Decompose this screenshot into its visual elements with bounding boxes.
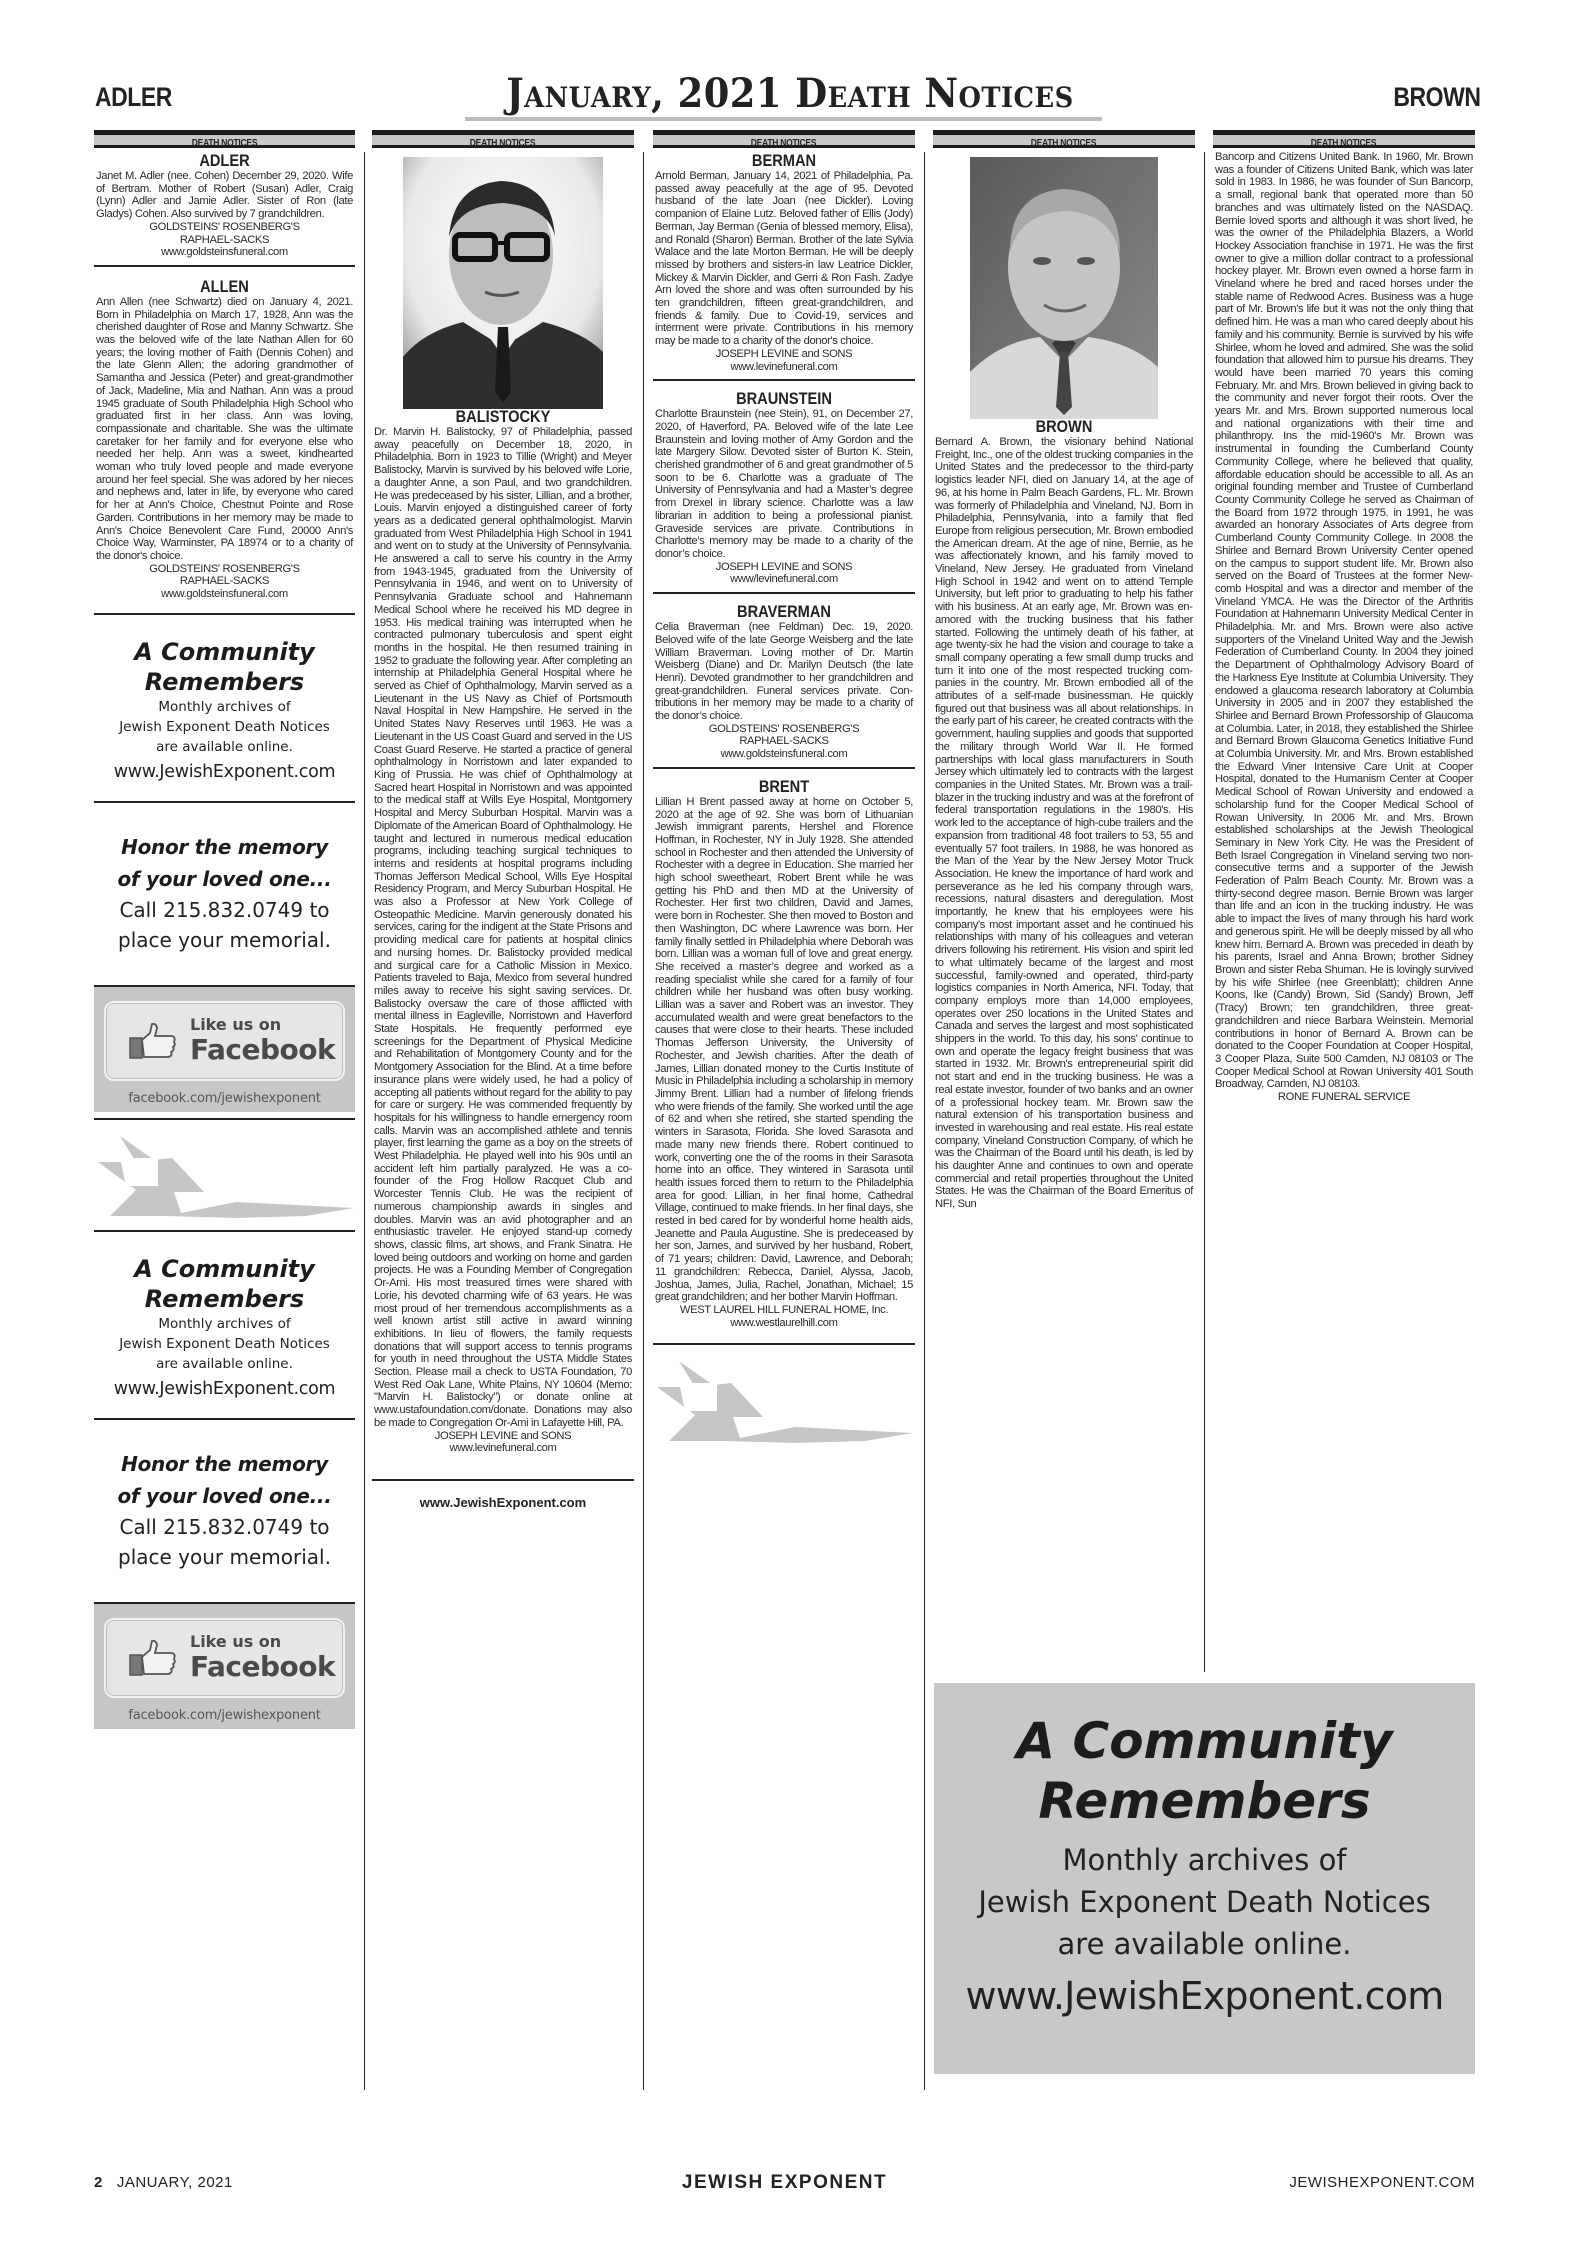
thumbs-up-icon xyxy=(128,1638,178,1678)
column-2 xyxy=(372,130,634,1510)
notice-body: Dr. Marvin H. Balistocky, 97 of Philadelphia, passed away peacefully on December 18, 2020, in Philadelphia. Born in 1923 to Tillie (Wright) and Meyer Balistocky, Marvin is survived by his beloved wife Lorie, a daughter Anne, a son Paul, and two grandchildren. He was predeceased by his sister, Lillian, and a brother, Louis. Marvin enjoyed a distinguished career of forty years as a dedicated general ophthalmologist. Marvin graduated from West Philadelphia High School in 1941 and went on to study at the University of Pennsylvania. He answered a call to serve his country in the Army from 1943-1945, graduated from the University of Pennsylvania in 1946, and went on to University of Pennsylvania Graduate school and Hahnemann Medical School where he received his MD degree in 1953. His medical training was interrupted when he contracted pulmonary tuberculosis and spent eight months in the hospital. He then resumed training in 1952 to graduate the following year. After completing an internship at Philadelphia General Hospital where he served as Chief of Ophthalmology, Marvin served as a Lieutenant in the US Navy as Chief of Portsmouth Naval Hospital in New Hampshire. He served in the United States Navy Reserves until 1963. He was a Lieutenant in the US Coast Guard and served in the US Coast Guard Reserve. He started a practice of general ophthalmology in Norristown and later expanded to King of Prussia. He was chief of Ophthalmology at Sacred heart Hospital in Norristown and was appointed to the medical staff at Wills Eye Hospital, Montgomery Hospital and Mercy Suburban Hospital. Marvin was a Diplomate of the American Board of Ophthalmology. He taught and lectured in numerous medical education programs, including teaching surgical techniques to interns and residents at hospital programs including Thomas Jefferson Medical School, Wills Eye Hospital Residency Program, and Mercy Suburban Hospital. He was also a Professor at New York College of Osteopathic Medicine. Marvin generously donated his services, caring for the indigent at the State Prisons and providing medical care for patients at hospital clinics and nursing homes. Dr. Balistocky provided medical and surgical care for a Catholic Mission in Mexico. Patients traveled to Baja, Mexico from several hundred miles away to receive his sight saving services. Dr. Balistocky oversaw the care of those afflicted with mental illness in Eagleville, Norristown and Haverford State Hospitals. He frequently performed eye screenings for the Department of Physical Medicine and Rehabilitation of Montgomery County and for the Montgomery Association for the Blind. At a time before insurance plans were widely used, he had a policy of accepting all patients without regard for the ability to pay for care or surgery. He was commended frequently by hospitals for his willingness to handle emergency room calls. Marvin was an accomplished athlete and tennis player, first learning the game as a boy on the streets of West Philadelphia. He played well into his 90s until an accident left him partially paralyzed. He was a co-founder of the Frog Hollow Racquet Club and Worcester Tennis Club. He was the recipient of numerous championship awards in singles and doubles. Marvin was an avid photographer and an enthusiastic traveler. He enjoyed stand-up comedy shows, classic films, art shows, and Frank Sinatra. He loved being outdoors and working on home and garden projects. He was a Founding Member of Congregation Or-Ami. His most treasured times were shared with Lorie, his devoted charming wife of 63 years. He was most proud of her tremendous accomplishments as a well known artist still active in award winning exhibitions. In lieu of flowers, the family requests donations that will support access to tennis programs for youth in need throughout the USTA Middle States Section. Please mail a check to USTA Foundation, 70 West Red Oak Lane, White Plains, NY 10604 (Memo: "Marvin H. Balistocky") or donate online at www.ustafoundation.com/donate. Donations may also be made to Congregation Or-Ami in Lafayette Hill, PA. xyxy=(374,426,632,1429)
ad-heading: Remembers xyxy=(1038,1772,1371,1830)
column-header: DEATH NOTICES xyxy=(94,130,355,148)
facebook-like-button[interactable] xyxy=(104,1001,345,1081)
column-rule xyxy=(924,152,925,2090)
ad-text: Monthly archives of xyxy=(1062,1843,1347,1877)
ad-text: place your memorial. xyxy=(118,927,331,952)
website-link[interactable]: www.JewishExponent.com xyxy=(372,1479,634,1510)
issue-date: JANUARY, 2021 xyxy=(116,2174,233,2191)
funeral-home-url[interactable]: www.goldsteinsfuneral.com xyxy=(161,588,288,601)
notice-name: BRENT xyxy=(758,776,810,796)
funeral-home-name: WEST LAUREL HILL FUNERAL HOME, Inc. xyxy=(679,1303,889,1316)
ad-heading: of your loved one... xyxy=(117,866,332,891)
notice-braverman xyxy=(653,592,915,767)
ad-phone-text: Call 215.832.0749 to xyxy=(119,897,330,922)
facebook-like-label: Like us on xyxy=(190,1014,282,1034)
guide-word-left: ADLER xyxy=(95,82,172,112)
ad-heading: Honor the memory xyxy=(121,1451,328,1476)
notice-name: BRAUNSTEIN xyxy=(736,389,832,409)
ad-heading: Remembers xyxy=(144,1284,305,1313)
column-header: DEATH NOTICES xyxy=(933,130,1195,148)
page-title: January, 2021 Death Notices xyxy=(506,70,1074,117)
publication-name: JEWISH EXPONENT xyxy=(681,2172,888,2193)
column-1 xyxy=(94,130,355,1729)
star-of-david-icon xyxy=(96,1128,356,1228)
page-number: 2 xyxy=(94,2174,103,2191)
ad-url-link[interactable]: www.JewishExponent.com xyxy=(965,1974,1444,2018)
ad-text: place your memorial. xyxy=(118,1544,331,1569)
ad-text: Jewish Exponent Death Notices xyxy=(119,718,330,735)
facebook-url-link[interactable]: facebook.com/jewishexponent xyxy=(128,1707,321,1723)
ad-text: Monthly archives of xyxy=(158,1315,291,1332)
guide-word-right: BROWN xyxy=(1392,82,1480,112)
funeral-home-name: RAPHAEL-SACKS xyxy=(739,735,829,748)
column-rule xyxy=(364,152,365,2090)
ad-url-link[interactable]: www.JewishExponent.com xyxy=(113,761,336,782)
page-footer xyxy=(94,2170,1475,2200)
funeral-home-name: GOLDSTEINS' ROSENBERG'S xyxy=(149,220,300,233)
notice-braunstein xyxy=(653,379,915,592)
column-3 xyxy=(653,130,915,1455)
column-header: DEATH NOTICES xyxy=(653,130,915,148)
facebook-ad xyxy=(94,985,355,1112)
ad-heading: Remembers xyxy=(144,667,305,696)
notice-brown-continued xyxy=(1213,148,1475,1110)
column-header: DEATH NOTICES xyxy=(1213,130,1475,148)
community-remembers-ad xyxy=(94,1230,355,1418)
funeral-home-url[interactable]: www.levinefuneral.com xyxy=(449,1442,557,1455)
funeral-home-name: RONE FUNERAL SERVICE xyxy=(1277,1091,1411,1104)
ad-text: Jewish Exponent Death Notices xyxy=(978,1885,1431,1919)
notice-brent xyxy=(653,767,915,1336)
ad-text: Jewish Exponent Death Notices xyxy=(119,1335,330,1352)
community-remembers-ad xyxy=(94,613,355,801)
notice-berman xyxy=(653,148,915,379)
facebook-brand: Facebook xyxy=(190,1032,336,1066)
notice-adler xyxy=(94,148,355,265)
page-header xyxy=(0,60,1575,120)
ad-heading: A Community xyxy=(134,637,315,666)
notice-name: ADLER xyxy=(199,151,250,170)
notice-balistocky xyxy=(372,148,634,1461)
notice-name: ALLEN xyxy=(200,276,249,296)
funeral-home-name: JOSEPH LEVINE and SONS xyxy=(715,560,853,573)
funeral-home-url[interactable]: www.levinefuneral.com xyxy=(730,360,838,373)
ad-text: Monthly archives of xyxy=(158,698,291,715)
facebook-url-link[interactable]: facebook.com/jewishexponent xyxy=(128,1090,321,1106)
facebook-like-label: Like us on xyxy=(190,1631,282,1651)
ad-text: are available online. xyxy=(1057,1927,1352,1961)
star-of-david-graphic xyxy=(653,1343,915,1455)
facebook-brand: Facebook xyxy=(190,1649,336,1683)
facebook-like-button[interactable] xyxy=(104,1618,345,1698)
funeral-home-name: GOLDSTEINS' ROSENBERG'S xyxy=(149,562,300,575)
funeral-home-url[interactable]: www/levinefuneral.com xyxy=(730,573,838,586)
ad-heading: of your loved one... xyxy=(117,1483,332,1508)
notice-body: Bernard A. Brown, the visionary behind National Freight, Inc., one of the oldest trucking companies in the United States and the predecessor to the third-party logistics leader NFI, died on January 14, at the age of 96, at his home in Palm Beach Gardens, FL. Mr. Brown was formerly of Philadelphia and Vineland, NJ. Born in Philadelphia, Pennsylvania, into a family that fled Europe from religious persecution, Mr. Brown embodied the American dream. At the age of nine, Bernie, as he was affectionately known, and his family moved to Vineland, New Jersey. He graduated from Vineland High School in 1942 and went on to attend Temple University, but left prior to graduating to help his father with his business. At an early age, Mr. Brown was enamored with the trucking business that his father started. Following the untimely death of his father, at age twenty-six he had the vision and courage to take a small company operating a few small dump trucks and turn it into one of the most respected trucking companies in the country. Mr. Brown embodied all of the attributes of a self-made businessman. He quickly figured out that business was all about relationships. In the early part of his career, he created contracts with the government, hauling supplies and goods that supported the military through World War II. He formed partnerships with local glass manufacturers in South Jersey which ultimately led to contracts with the largest companies in the United States. Mr. Brown was a trailblazer in the trucking industry and was at the forefront of federal transportation regulations in the 1980's. His work led to the acceptance of high-cube trailers and the expansion from traditional 48 foot trailers to 53, 55 and eventually 57 foot trailers. In 1988, he was honored as the Man of the Year by the New Jersey Motor Truck Association. He knew the importance of hard work and perseverance as he led his company through wars, recessions, natural disasters and deregulation. Most importantly, he knew that his employees were his company's most important asset and he continued his relationships with many of his colleagues and veteran drivers following his retirement. His vision and spirit led to what ultimately became of the largest and most successful, family-owned and operated, third-party logistics companies in North America, NFI. Today, that company employs more than 14,000 employees, operates over 250 locations in the United States and Canada and serves the largest and most sophisticated shippers in the world. To this day, his sons' continue to own and operate the legacy freight business that was started in 1932. Mr. Brown's entrepreneurial spirit did not start and end in the trucking business. He was a real estate investor, founder of two banks and an owner of a professional hockey team. Mr. Brown saw the natural extension of his transportation business and invested in warehousing and real estate. His real estate company, Vineland Construction Company, of which he was the Chairman of the Board until his death, is led by his daughter Anne and continues to own and operate commercial and retail properties throughout the United States. He was the Chairman of the Board Emeritus of NFI, Sun xyxy=(935,436,1193,1211)
ad-url-link[interactable]: www.JewishExponent.com xyxy=(113,1378,336,1399)
column-header: DEATH NOTICES xyxy=(372,130,634,148)
title-underline xyxy=(465,117,1102,121)
funeral-home-name: RAPHAEL-SACKS xyxy=(179,233,270,246)
ad-heading: Honor the memory xyxy=(121,834,328,859)
funeral-home-url[interactable]: www.westlaurelhill.com xyxy=(730,1316,838,1329)
notice-body: Ann Allen (nee Schwartz) died on January 4, 2021. Born in Philadelphia on March 17, 1928, Ann was the cherished daughter of Rose and Manny Schwartz. She was the beloved wife of the late Nathan Allen for 60 years; the loving mother of Faith (Dennis Cohen) and the late Glenn Allen; the adoring grandmother of Samantha and Jessica (Peter) and great-grandmother of Jack, Madeline, Mia and Nathan. Ann was a proud 1945 graduate of South Philadelphia High School who graduated first in her class. Ann was loving, compassionate and charitable. She was the ultimate caretaker for her family and for everyone else who needed her help. Ann was a sweet, kindhearted woman who truly loved people and made everyone around her feel special. She was adored by her nieces and nephews and, later in life, by everyone who cared for her at Ann's Choice, Chestnut Pointe and Rose Garden. Contributions in her memory may be made to Ann's Choice Benevolent Care Fund, 20000 Ann's Choice Way, Warminster, PA 18974 or to a charity of the donor's choice. xyxy=(96,295,353,562)
facebook-ad xyxy=(94,1602,355,1729)
funeral-home-name: JOSEPH LEVINE and SONS xyxy=(434,1429,572,1442)
notice-brown xyxy=(933,148,1195,1217)
column-rule xyxy=(643,152,644,2090)
ad-phone-text: Call 215.832.0749 to xyxy=(119,1514,330,1539)
ad-heading: A Community xyxy=(1016,1712,1393,1770)
ad-text: are available online. xyxy=(156,738,293,755)
notice-allen xyxy=(94,265,355,607)
star-of-david-icon xyxy=(655,1353,915,1453)
column-rule xyxy=(1204,152,1205,1672)
honor-memory-ad xyxy=(94,801,355,985)
notice-body: Lillian H Brent passed away at home on October 5, 2020 at the age of 92. She was born of Lithuanian Jewish immigrant parents, Hershel and Florence Hoffman, in Rochester, NY in July 1928. She attended school in Rochester and then attended the University of Rochester with a degree in Education. She married her high school sweetheart, Robert Brent while he was getting his PhD and then MD at the University of Rochester. Her first two children, David and James, were born in Rochester. She then moved to Boston and then Washington, DC where Lawrence was born. Her family finally settled in Philadelphia where Deborah was born. Lillian was a woman full of love and great energy. She received a master’s degree and worked as a reading specialist while she cared for a family of four children while her husband was often busy working. Lillian was a saver and Robert was an investor. They accumulated wealth and were great benefactors to the causes that were close to their hearts. These included Thomas Jefferson University, the University of Rochester, and Jewish charities. After the death of James, Lillian donated money to the Curtis Institute of Music in Philadelphia including a scholarship in memory Jimmy Brent. Lillian had a number of lifelong friends who were friends of the family. She worked until the age of 62 and when she retired, she started spending the winters in Sarasota, Florida. She loved Sarasota and made many new friends there. Robert continued to work, converting one the of the rooms in their Sarasota home into an office. They wintered in Sarasota until health issues forced them to return to the Philadelphia area for good. Lillian, in her final home, Cathedral Village, continued to make friends. In her final days, she rested in bed cared for by wonderful home health aids, Jeanette and Paula Augustine. She is predeceased by her son, James, and survived by her husband, Robert, of 71 years; children: David, Lawrence, and Deborah; 11 grandchildren: Rebecca, Daniel, Alyssa, Jacob, Joshua, James, Julia, Rachel, Jonathan, Michael; 15 great grandchildren; and her bother Marvin Hoffman. xyxy=(655,795,913,1304)
notice-name: BRAVERMAN xyxy=(737,602,831,622)
publication-website-link[interactable]: JEWISHEXPONENT.COM xyxy=(1289,2174,1475,2191)
notice-body: Celia Braverman (nee Feldman) Dec. 19, 2020. Beloved wife of the late George Weisberg and the late William Braverman. Loving mother of Dr. Martin Weisberg (Diane) and Dr. Marilyn Deutsch (the late Henri). Devoted grandmother to her grandchildren and great-grandchildren. Funeral services private. Contributions in her memory may be made to a charity of the donor’s choice. xyxy=(655,621,913,723)
notice-body: Arnold Berman, January 14, 2021 of Philadelphia, Pa. passed away peacefully at the age of 95. Devoted husband of the late Joan (nee Dickler). Loving companion of Elaine Lutz. Beloved father of Ellis (Jody) Berman, Jay Berman (Genia of blessed memory, Elisa), and Ronald (Sharon) Berman. Brother of the late Sylvia Walace and the late Morton Berman. He will be deeply missed by brothers and sisters-in law Leatrice Dickler, Mickey & Marvin Dickler, and Gerri & Ron Fash. Zadye Arn loved the shore and was often surrounded by his ten grandchildren, fifteen great-grandchildren, and friends & family. Due to Covid-19, services and interment were private. Contributions in his memory may be made to a charity of the donor's choice. xyxy=(655,170,913,348)
notice-body: Charlotte Braunstein (nee Stein), 91, on December 27, 2020, of Haverford, PA. Beloved wife of the late Lee Braunstein and loving mother of Amy Gordon and the late Margery Silow. Devoted sister of Burton K. Stein, cherished grandmother of 6 and great grandmother of 5 soon to be 6. Charlotte was a graduate of The University of Pennsylvania and had a Master’s degree from Drexel in library science. Charlotte was a law librarian in addition to being a professional pianist. Graveside services are private. Contributions in Charlotte’s memory may be made to a charity of the donor’s choice. xyxy=(655,408,913,560)
notice-body: Bancorp and Citizens United Bank. In 1960, Mr. Brown was a founder of Citizens United Bank, which was later sold in 1983. In 1986, he was founder of Sun Bancorp, a small, regional bank that operated more than 50 branches and was ultimately listed on the NASDAQ. Bernie loved sports and although it was short lived, he was the owner of the Philadelphia Blazers, a World Hockey Association franchise in 1971. He was the first owner to give a million dollar contract to a professional hockey player. Mr. Brown even owned a horse farm in Vineland where he bred and raced horses under the stable name of Redwood Acres. Business was a huge part of Mr. Brown's life but it was not the only thing that defined him. He was a man who cared deeply about his family and his community. Bernie is survived by his wife Shirlee, whom he loved and admired. She was the solid foundation that allowed him to pursue his dreams. They would have been married 70 years this coming February. Mr. and Mrs. Brown believed in giving back to the community and never forgot their roots. Over the years Mr. and Mrs. Brown supported numerous local and national organizations with their time and philanthropy. Ins the mid-1960's Mr. Brown was instrumental in founding the Cumberland County Community College, where he believed that quality, affordable education should be accessible to all. As an original founding member and Trustee of Cumberland County Community College he served as Chairman of the Board from 1972 through 1975. in 1991, he was awarded an honorary Associates of Arts degree from Cumberland County Community College. In 2008 the Shirlee and Bernard Brown University Center opened on the campus to support student life. Mr. Brown also served on the Board of Trustees at the former Newcomb Hospital and was a director and member of the Vineland YMCA. He was the Director of the Arthritis Foundation at Hahnemann University Medical Center in Philadelphia. Mr. and Mrs. Brown were also active supporters of the Vineland United Way and the Jewish Federation of Cumberland County. In 2004 they joined the Department of Ophthalmology Advisory Board of the Harkness Eye Institute at Columbia University. They endowed a glaucoma research laboratory at Columbia University in 2005 and in 2007 they established the Shirlee and Bernard Brown Professorship of Glaucoma at Columbia. Later, in 2018, they established the Shirlee and Bernard Brown Glaucoma Genetics Initiative Fund at Columbia University. Mr. and Mrs. Brown established the Edward Viner Intensive Care Unit at Cooper Hospital, donated to the Humanism Center at Cooper Medical School of Rowan University and endowed a scholarship fund for the Cooper Medical School of Rowan University. In 2006 Mr. and Mrs. Brown established scholarships at the Jewish Theological Seminary in New York City. He was the President of Beth Israel Congregation in Vineland serving two non-consecutive terms and a supporter of the Jewish Federation of Palm Beach County. Mr. Brown was a thirty-second degree mason. Bernie Brown was larger than life and an icon in the trucking industry. He was able to impact the lives of many through his hard work and generous spirit. He will be deeply missed by all who knew him. Bernard A. Brown was preceded in death by his parents, Israel and Anna Brown; brother Sidney Brown and sister Reba Shuman. He is lovingly survived by his wife Shirlee (nee Greenblatt); children Anne Koons, Ike (Candy) Brown, Sid (Sandy) Brown, Jeff (Tracy) Brown; ten grandchildren, three great-grandchildren and niece Barbara Weinstein. Memorial contributions in honor of Bernard A. Brown can be donated to the Cooper Foundation at Cooper Hospital, 3 Cooper Plaza, Suite 500 Camden, NJ 08103 or The Cooper Medical School at Rowan University 401 South Broadway, Camden, NJ 08103. xyxy=(1215,151,1473,1091)
notice-name: BROWN xyxy=(1035,417,1093,436)
funeral-home-url[interactable]: www.goldsteinsfuneral.com xyxy=(720,748,848,761)
funeral-home-name: GOLDSTEINS' ROSENBERG'S xyxy=(708,722,860,735)
community-remembers-large-ad xyxy=(934,1683,1475,2074)
balistocky-portrait-photo xyxy=(403,157,603,409)
honor-memory-ad xyxy=(94,1418,355,1602)
notice-body: Janet M. Adler (nee. Cohen) December 29, 2020. Wife of Bertram. Mother of Robert (Susan) Adler, Craig (Lynn) Adler and Jamie Adler. Sister of Ron (late Gladys) Cohen. Also survived by 7 grandchildren. xyxy=(96,170,353,221)
notice-name: BERMAN xyxy=(751,151,817,170)
star-of-david-graphic xyxy=(94,1118,355,1230)
ad-text: are available online. xyxy=(156,1355,293,1372)
brown-portrait-photo xyxy=(970,157,1158,419)
funeral-home-name: JOSEPH LEVINE and SONS xyxy=(715,347,853,360)
column-5 xyxy=(1213,130,1475,1110)
notice-name: BALISTOCKY xyxy=(455,407,551,426)
thumbs-up-icon xyxy=(128,1021,178,1061)
column-4 xyxy=(933,130,1195,1217)
funeral-home-name: RAPHAEL-SACKS xyxy=(179,575,270,588)
funeral-home-url[interactable]: www.goldsteinsfuneral.com xyxy=(161,246,288,259)
ad-heading: A Community xyxy=(134,1254,315,1283)
